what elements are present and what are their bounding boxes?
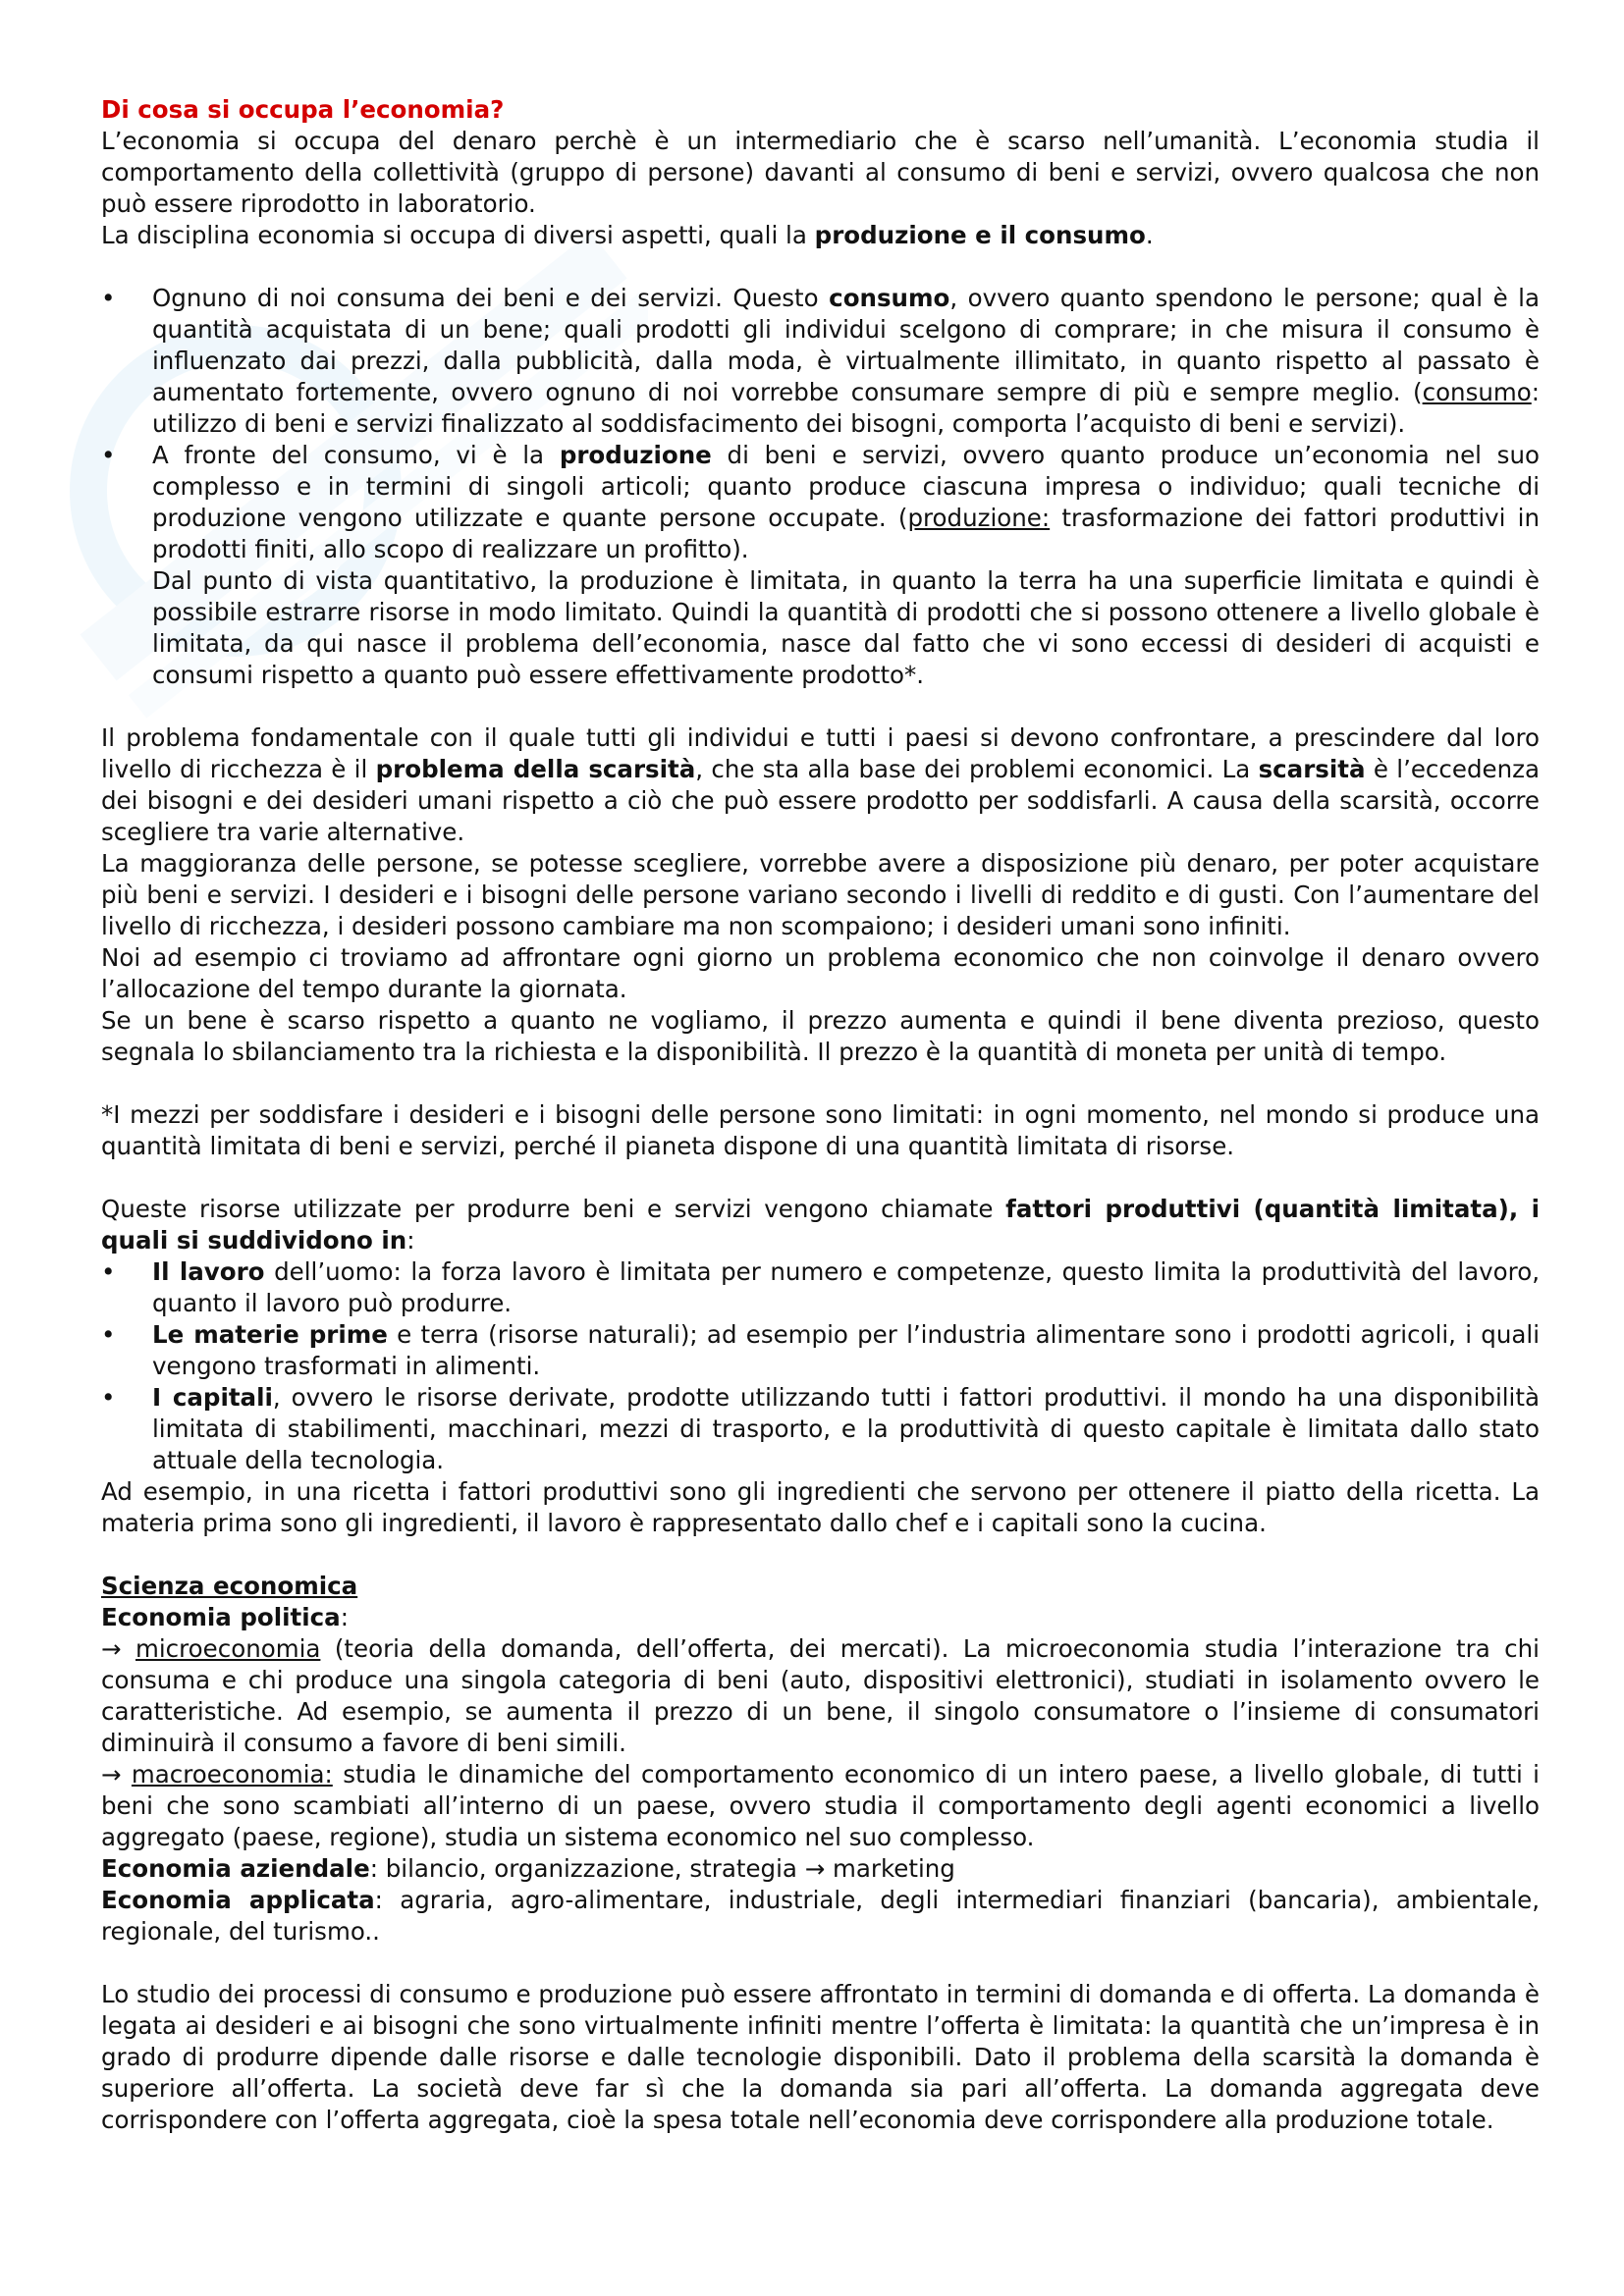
bullet-icon bbox=[101, 440, 121, 471]
section-heading: Scienza economica bbox=[101, 1572, 358, 1600]
fattori-esempio: Ad esempio, in una ricetta i fattori produttivi sono gli ingredienti che servono per ottenere il piatto della ricetta. La materia prima sono gli ingredienti, il lavoro è rappresentato dallo chef e i capitali sono la cucina. bbox=[101, 1477, 1540, 1537]
list-item-consumo: • Ognuno di noi consuma dei beni e dei servizi. Questo consumo, ovvero quanto spendono le persone; qual è la quantità acquistata di un bene; quali prodotti gli individui scelgono di comprare; in che misura il consumo è influenzato dai prezzi, dalla pubblicità, dalla moda, è virtualmente illimitato, in quanto rispetto al passato è aumentato fortemente, ovvero ognuno di noi vorrebbe consumare sempre di più e sempre meglio. (consumo: utilizzo di beni e servizi finalizzato al soddisfacimento dei bisogni, comporta l’acquisto di beni e servizi). bbox=[101, 283, 1540, 440]
list-item: • I capitali, ovvero le risorse derivate, prodotte utilizzando tutti i fattori produttivi. il mondo ha una disponibilità limitata di stabilimenti, macchinari, mezzi di trasporto, e la produttività di questo capitale è limitata dallo stato attuale della tecnologia. bbox=[101, 1382, 1540, 1476]
economia-aziendale: Economia aziendale: bilancio, organizzazione, strategia → marketing bbox=[101, 1854, 955, 1883]
arrow-right-icon: → bbox=[101, 1634, 122, 1663]
economia-politica-label: Economia politica: bbox=[101, 1603, 349, 1631]
intro-paragraph-2: La disciplina economia si occupa di diversi aspetti, quali la produzione e il consumo. bbox=[101, 221, 1154, 249]
fattori-list bbox=[101, 1256, 1540, 1476]
list-item: • Il lavoro dell’uomo: la forza lavoro è limitata per numero e competenze, questo limita la produttività del lavoro, quanto il lavoro può produrre. bbox=[101, 1256, 1540, 1319]
domanda-offerta-paragraph: Lo studio dei processi di consumo e produzione può essere affrontato in termini di domanda e di offerta. La domanda è legata ai desideri e ai bisogni che sono virtualmente infiniti mentre l’offerta è limitata: la quantità che un’impresa è in grado di produrre dipende dalle risorse e dalle tecnologie disponibili. Dato il problema della scarsità la domanda è superiore all’offerta. La società deve far sì che la domanda sia pari all’offerta. La domanda aggregata deve corrispondere con l’offerta aggregata, cioè la spesa totale nell’economia deve corrispondere alla produzione totale. bbox=[101, 1980, 1540, 2134]
page-title: Di cosa si occupa l’economia? bbox=[101, 95, 505, 124]
macroeconomia-paragraph: → macroeconomia: studia le dinamiche del comportamento economico di un intero paese, a livello globale, di tutti i beni che sono scambiati all’interno di un paese, ovvero studia il comportamento degli agenti economici a livello aggregato (paese, regione), studia un sistema economico nel suo complesso. bbox=[101, 1760, 1540, 1851]
list-item: • Le materie prime e terra (risorse naturali); ad esempio per l’industria alimentare sono i prodotti agricoli, i quali vengono trasformati in alimenti. bbox=[101, 1319, 1540, 1382]
intro-paragraph: L’economia si occupa del denaro perchè è un intermediario che è scarso nell’umanità. L’economia studia il comportamento della collettività (gruppo di persone) davanti al consumo di beni e servizi, ovvero qualcosa che non può essere riprodotto in laboratorio. bbox=[101, 127, 1540, 218]
bullet-icon bbox=[101, 283, 121, 314]
economia-applicata: Economia applicata: agraria, agro-alimentare, industriale, degli intermediari finanziari (bancaria), ambientale, regionale, del turismo.. bbox=[101, 1886, 1540, 1946]
fattori-intro: Queste risorse utilizzate per produrre beni e servizi vengono chiamate fattori produttivi (quantità limitata), i quali si suddividono in: bbox=[101, 1195, 1540, 1255]
bullet-icon bbox=[101, 1319, 121, 1351]
produzione-continuation: Dal punto di vista quantitativo, la produzione è limitata, in quanto la terra ha una superficie limitata e quindi è possibile estrarre risorse in modo limitato. Quindi la quantità di prodotti che si possono ottenere a livello globale è limitata, da qui nasce il problema dell’economia, nasce dal fatto che vi sono eccessi di desideri di acquisti e consumi rispetto a quanto può essere effettivamente prodotto*. bbox=[152, 566, 1540, 689]
consumo-produzione-list bbox=[101, 283, 1540, 691]
scarsita-paragraph-2: La maggioranza delle persone, se potesse scegliere, vorrebbe avere a disposizione più denaro, per poter acquistare più beni e servizi. I desideri e i bisogni delle persone variano secondo i livelli di reddito e di gusti. Con l’aumentare del livello di ricchezza, i desideri possono cambiare ma non scompaiono; i desideri umani sono infiniti. bbox=[101, 849, 1540, 940]
scarsita-paragraph-3: Noi ad esempio ci troviamo ad affrontare ogni giorno un problema economico che non coinvolge il denaro ovvero l’allocazione del tempo durante la giornata. bbox=[101, 943, 1540, 1003]
list-item-produzione: • A fronte del consumo, vi è la produzione di beni e servizi, ovvero quanto produce un’economia nel suo complesso e in termini di singoli articoli; quanto produce ciascuna impresa o individuo; quali tecniche di produzione vengono utilizzate e quante persone occupate. (produzione: trasformazione dei fattori produttivi in prodotti finiti, allo scopo di realizzare un profitto). Dal punto di vista quantitativo, la produzione è limitata, in quanto la terra ha una superficie limitata e quindi è possibile estrarre risorse in modo limitato. Quindi la quantità di prodotti che si possono ottenere a livello globale è limitata, da qui nasce il problema dell’economia, nasce dal fatto che vi sono eccessi di desideri di acquisti e consumi rispetto a quanto può essere effettivamente prodotto*. bbox=[101, 440, 1540, 691]
bullet-icon bbox=[101, 1382, 121, 1414]
scarsita-paragraph: Il problema fondamentale con il quale tutti gli individui e tutti i paesi si devono confrontare, a prescindere dal loro livello di ricchezza è il problema della scarsità, che sta alla base dei problemi economici. La scarsità è l’eccedenza dei bisogni e dei desideri umani rispetto a ciò che può essere prodotto per soddisfarli. A causa della scarsità, occorre scegliere tra varie alternative. bbox=[101, 723, 1540, 846]
document-body bbox=[101, 94, 1540, 2136]
arrow-right-icon: → bbox=[804, 1854, 826, 1883]
microeconomia-paragraph: → microeconomia (teoria della domanda, dell’offerta, dei mercati). La microeconomia studia l’interazione tra chi consuma e chi produce una singola categoria di beni (auto, dispositivi elettronici), studiati in isolamento ovvero le caratteristiche. Ad esempio, se aumenta il prezzo di un bene, il singolo consumatore o l’insieme di consumatori diminuirà il consumo a favore di beni simili. bbox=[101, 1634, 1540, 1757]
footnote-paragraph: *I mezzi per soddisfare i desideri e i bisogni delle persone sono limitati: in ogni momento, nel mondo si produce una quantità limitata di beni e servizi, perché il pianeta dispone di una quantità limitata di risorse. bbox=[101, 1100, 1540, 1160]
scarsita-paragraph-4: Se un bene è scarso rispetto a quanto ne vogliamo, il prezzo aumenta e quindi il bene diventa prezioso, questo segnala lo sbilanciamento tra la richiesta e la disponibilità. Il prezzo è la quantità di moneta per unità di tempo. bbox=[101, 1006, 1540, 1066]
bullet-icon bbox=[101, 1256, 121, 1288]
arrow-right-icon: → bbox=[101, 1760, 122, 1789]
